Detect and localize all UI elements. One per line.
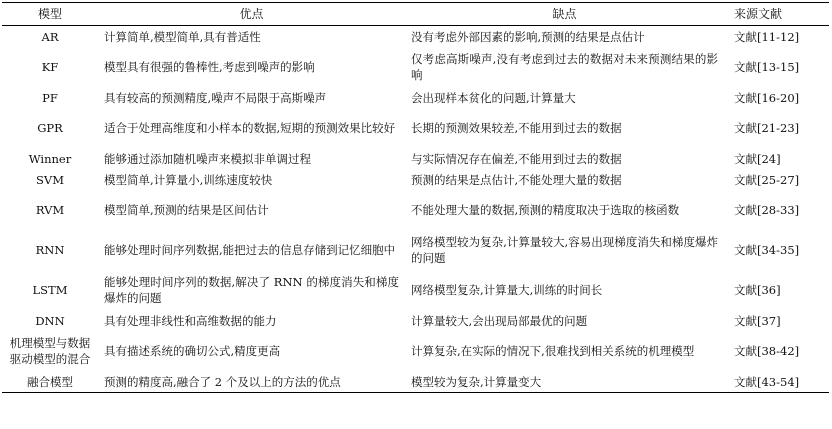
cell-source: 文献[16-20]	[734, 90, 800, 105]
cell-disadvantages: 预测的结果是点估计,不能处理大量的数据	[411, 172, 622, 187]
cell-advantages: 计算简单,模型简单,具有普适性	[104, 29, 261, 44]
table-row	[2, 108, 829, 148]
table-row	[2, 270, 829, 310]
cell-disadvantages: 网络模型较为复杂,计算量较大,容易出现梯度消失和梯度爆炸的问题	[411, 235, 718, 265]
table-row	[2, 47, 829, 87]
cell-advantages: 能够通过添加随机噪声来模拟非单调过程	[104, 151, 311, 166]
cell-source: 文献[37]	[734, 313, 781, 328]
cell-advantages: 模型简单,计算量小,训练速度较快	[104, 172, 273, 187]
table-row	[2, 331, 829, 371]
cell-model: GPR	[37, 121, 63, 135]
cell-model: Winner	[28, 151, 72, 166]
cell-disadvantages: 不能处理大量的数据,预测的精度取决于选取的核函数	[411, 203, 680, 217]
cell-model: AR	[41, 29, 59, 44]
cell-model: DNN	[35, 313, 65, 328]
cell-model: RVM	[35, 203, 65, 217]
table-row	[2, 230, 829, 270]
table-row	[2, 87, 829, 108]
cell-model: PF	[42, 90, 58, 105]
cell-advantages: 适合于处理高维度和小样本的数据,短期的预测效果比较好	[104, 121, 396, 135]
cell-advantages: 模型具有很强的鲁棒性,考虑到噪声的影响	[104, 60, 315, 74]
cell-model: KF	[41, 60, 59, 74]
cell-disadvantages: 模型较为复杂,计算量变大	[405, 371, 724, 393]
cell-source: 文献[38-42]	[734, 344, 800, 358]
header-source: 来源文献	[724, 3, 829, 26]
table-row	[2, 169, 829, 190]
cell-disadvantages: 计算复杂,在实际的情况下,很难找到相关系统的机理模型	[411, 344, 695, 358]
cell-source: 文献[34-35]	[734, 243, 800, 257]
cell-model: 融合模型	[2, 371, 98, 393]
cell-advantages: 预测的精度高,融合了 2 个及以上的方法的优点	[98, 371, 405, 393]
cell-model: RNN	[35, 243, 65, 257]
header-row	[2, 3, 829, 26]
table-row	[2, 190, 829, 230]
cell-source: 文献[28-33]	[734, 203, 800, 217]
cell-disadvantages: 网络模型复杂,计算量大,训练的时间长	[411, 283, 603, 297]
header-advantages: 优点	[98, 3, 405, 26]
cell-source: 文献[36]	[734, 283, 781, 297]
cell-advantages: 具有描述系统的确切公式,精度更高	[104, 344, 281, 358]
cell-advantages: 具有处理非线性和高维数据的能力	[104, 313, 277, 328]
comparison-table-container	[2, 2, 829, 393]
table-row	[2, 148, 829, 169]
cell-source: 文献[11-12]	[734, 29, 800, 44]
header-disadvantages: 缺点	[405, 3, 724, 26]
cell-model: LSTM	[32, 283, 68, 297]
cell-disadvantages: 会出现样本贫化的问题,计算量大	[411, 90, 576, 105]
table-row	[2, 26, 829, 48]
header-model: 模型	[2, 3, 98, 26]
cell-source: 文献[43-54]	[724, 371, 829, 393]
cell-advantages: 具有较高的预测精度,噪声不局限于高斯噪声	[104, 90, 327, 105]
cell-source: 文献[24]	[734, 151, 781, 166]
cell-disadvantages: 与实际情况存在偏差,不能用到过去的数据	[411, 151, 622, 166]
cell-advantages: 模型简单,预测的结果是区间估计	[104, 203, 269, 217]
table-row	[2, 310, 829, 331]
cell-advantages: 能够处理时间序列数据,能把过去的信息存储到记忆细胞中	[104, 243, 396, 257]
model-comparison-table	[2, 2, 829, 393]
cell-disadvantages: 计算量较大,会出现局部最优的问题	[411, 313, 588, 328]
cell-source: 文献[21-23]	[734, 121, 800, 135]
cell-source: 文献[25-27]	[734, 172, 800, 187]
cell-disadvantages: 长期的预测效果较差,不能用到过去的数据	[411, 121, 622, 135]
cell-disadvantages: 没有考虑外部因素的影响,预测的结果是点估计	[411, 29, 645, 44]
table-row	[2, 371, 829, 393]
cell-advantages: 能够处理时间序列的数据,解决了 RNN 的梯度消失和梯度爆炸的问题	[104, 275, 399, 305]
cell-disadvantages: 仅考虑高斯噪声,没有考虑到过去的数据对未来预测结果的影响	[411, 52, 718, 82]
cell-model: 机理模型与数据驱动模型的混合	[9, 336, 91, 366]
cell-model: SVM	[36, 172, 64, 187]
cell-source: 文献[13-15]	[734, 60, 800, 74]
